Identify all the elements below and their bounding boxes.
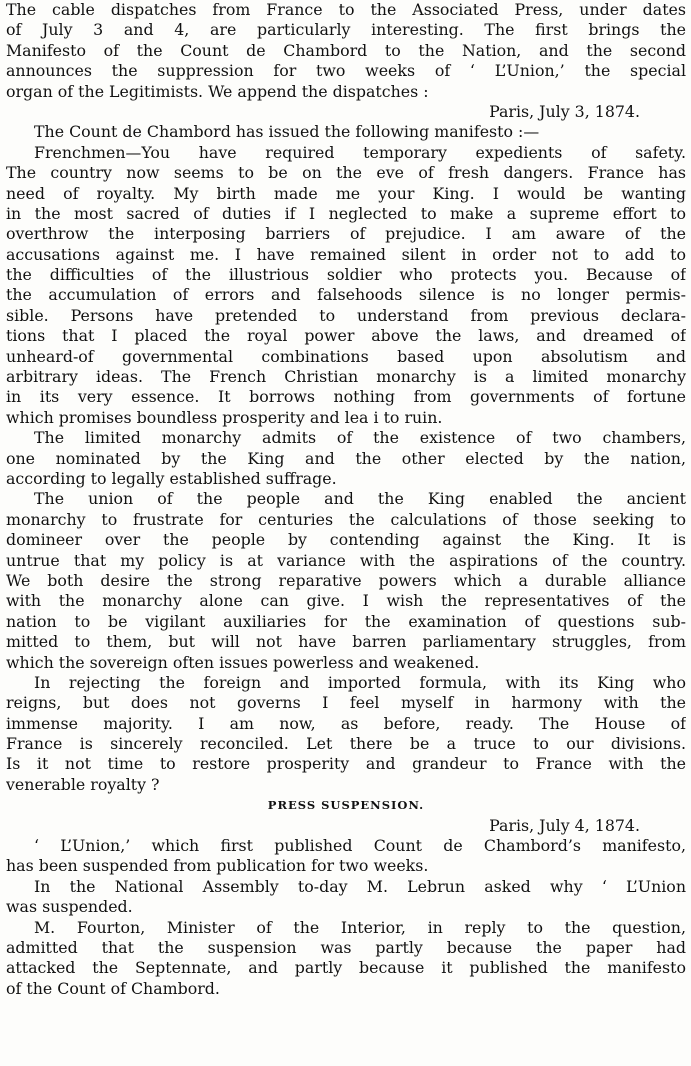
- text-line: admitted that the suspension was partly because the paper had: [6, 937, 686, 957]
- text-line: arbitrary ideas. The French Christian monarchy is a limited monarchy: [6, 367, 686, 387]
- dateline: Paris, July 4, 1874.: [489, 815, 640, 835]
- text-line: France is sincerely reconciled. Let there be a truce to our divisions.: [6, 734, 686, 754]
- text-line: immense majority. I am now, as before, ready. The House of: [6, 713, 686, 733]
- text-line: The country now seems to be on the eve of fresh dangers. France has: [6, 163, 686, 183]
- text-line: In rejecting the foreign and imported formula, with its King who: [34, 672, 686, 692]
- text-line: of July 3 and 4, are particularly interesting. The first brings the: [6, 20, 686, 40]
- text-line: tions that I placed the royal power above the laws, and dreamed of: [6, 326, 686, 346]
- text-line: The union of the people and the King enabled the ancient: [34, 489, 686, 509]
- text-line: In the National Assembly to-day M. Lebrun asked why ‘ L’Union: [34, 876, 686, 896]
- text-line: attacked the Septennate, and partly because it published the manifesto: [6, 958, 686, 978]
- text-line: domineer over the people by contending against the King. It is: [6, 530, 686, 550]
- text-line: which promises boundless prosperity and lea i to ruin.: [6, 407, 443, 427]
- text-line: untrue that my policy is at variance with the aspirations of the country.: [6, 550, 686, 570]
- text-line: the accumulation of errors and falsehoods silence is no longer permis-: [6, 285, 686, 305]
- text-line: The Count de Chambord has issued the following manifesto :—: [34, 122, 540, 142]
- text-line: The cable dispatches from France to the Associated Press, under dates: [6, 0, 686, 19]
- text-line: sible. Persons have pretended to understand from previous declara-: [6, 305, 686, 325]
- text-line: organ of the Legitimists. We append the dispatches :: [6, 81, 429, 101]
- text-line: in its very essence. It borrows nothing from governments of fortune: [6, 387, 686, 407]
- text-line: unheard-of governmental combinations based upon absolutism and: [6, 346, 686, 366]
- text-line: accusations against me. I have remained silent in order not to add to: [6, 244, 686, 264]
- text-line: The limited monarchy admits of the existence of two chambers,: [34, 428, 686, 448]
- text-line: We both desire the strong reparative powers which a durable alliance: [6, 570, 686, 590]
- text-line: in the most sacred of duties if I neglected to make a supreme effort to: [6, 203, 686, 223]
- text-line: announces the suppression for two weeks of ‘ L’Union,’ the special: [6, 61, 686, 81]
- text-line: which the sovereign often issues powerless and weakened.: [6, 652, 480, 672]
- text-line: with the monarchy alone can give. I wish the representatives of the: [6, 591, 686, 611]
- text-line: monarchy to frustrate for centuries the calculations of those seeking to: [6, 509, 686, 529]
- dateline: Paris, July 3, 1874.: [489, 101, 640, 121]
- text-line: need of royalty. My birth made me your King. I would be wanting: [6, 183, 686, 203]
- text-line: Frenchmen—You have required temporary expedients of safety.: [34, 142, 686, 162]
- text-line: Manifesto of the Count de Chambord to the Nation, and the second: [6, 40, 686, 60]
- text-line: was suspended.: [6, 897, 133, 917]
- text-line: venerable royalty ?: [6, 774, 160, 794]
- text-line: of the Count of Chambord.: [6, 978, 220, 998]
- text-line: nation to be vigilant auxiliaries for the examination of questions sub-: [6, 611, 686, 631]
- text-line: ‘ L’Union,’ which first published Count de Chambord’s manifesto,: [34, 836, 686, 856]
- text-line: one nominated by the King and the other elected by the nation,: [6, 448, 686, 468]
- text-line: has been suspended from publication for two weeks.: [6, 856, 429, 876]
- text-line: mitted to them, but will not have barren parliamentary struggles, from: [6, 632, 686, 652]
- text-line: the difficulties of the illustrious soldier who protects you. Because of: [6, 265, 686, 285]
- text-line: reigns, but does not governs I feel myself in harmony with the: [6, 693, 686, 713]
- text-line: according to legally established suffrage.: [6, 468, 337, 488]
- section-heading: PRESS SUSPENSION.: [267, 798, 425, 813]
- text-line: overthrow the interposing barriers of prejudice. I am aware of the: [6, 224, 686, 244]
- text-line: M. Fourton, Minister of the Interior, in reply to the question,: [34, 917, 686, 937]
- text-line: Is it not time to restore prosperity and grandeur to France with the: [6, 754, 686, 774]
